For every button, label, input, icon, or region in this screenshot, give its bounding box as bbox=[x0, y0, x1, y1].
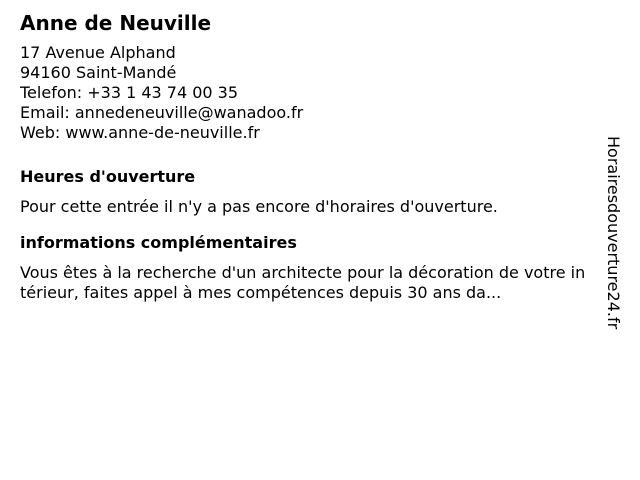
additional-info-heading: informations complémentaires bbox=[20, 233, 297, 252]
street-address: 17 Avenue Alphand bbox=[20, 43, 176, 62]
phone-number: Telefon: +33 1 43 74 00 35 bbox=[20, 83, 239, 102]
site-watermark: Horairesdouverture24.fr bbox=[604, 136, 623, 330]
city-address: 94160 Saint-Mandé bbox=[20, 63, 177, 82]
business-name: Anne de Neuville bbox=[20, 11, 212, 35]
contact-block bbox=[20, 43, 590, 143]
opening-hours-heading: Heures d'ouverture bbox=[20, 167, 196, 186]
website-address: Web: www.anne-de-neuville.fr bbox=[20, 123, 260, 142]
email-address: Email: annedeneuville@wanadoo.fr bbox=[20, 103, 304, 122]
additional-info-text: Vous êtes à la recherche d'un architecte pour la décoration de votre intérieur, faites appel à mes compétences depuis 30 ans da... bbox=[20, 263, 586, 302]
entry-card bbox=[20, 10, 590, 303]
opening-hours-text: Pour cette entrée il n'y a pas encore d'horaires d'ouverture. bbox=[20, 197, 498, 216]
